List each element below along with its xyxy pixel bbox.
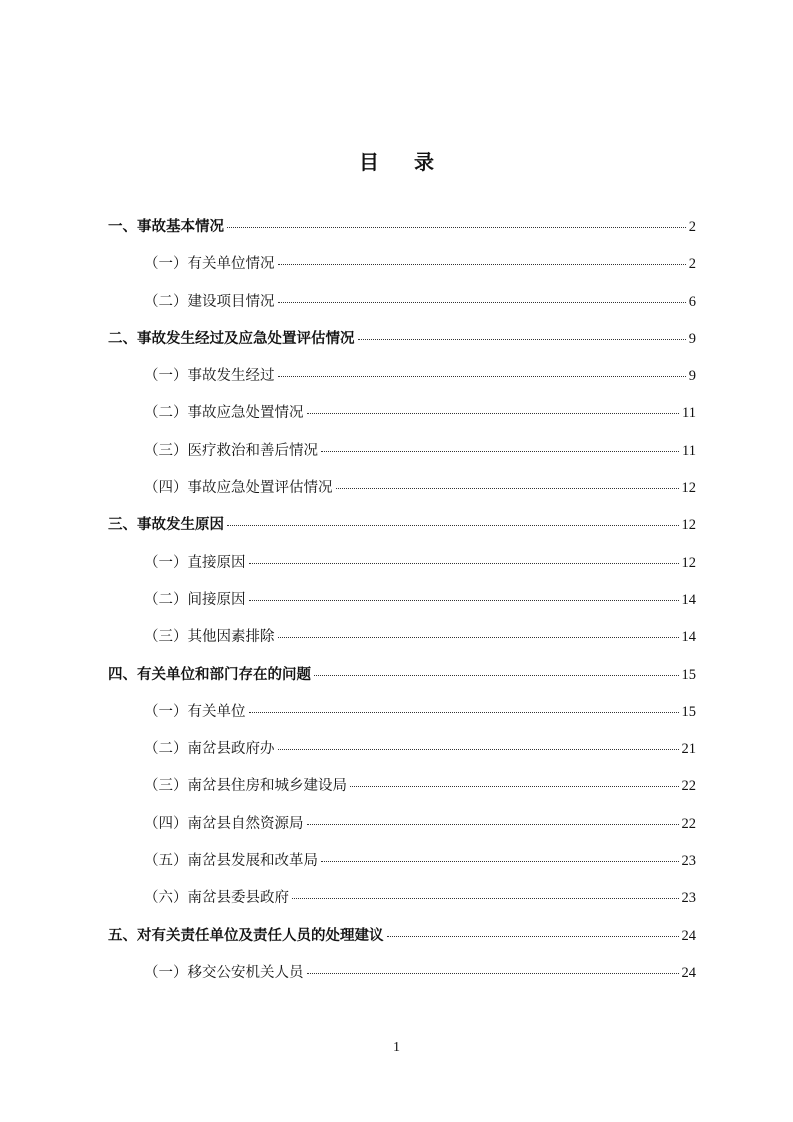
dot-leader [314,675,679,676]
dot-leader [387,936,679,937]
dot-leader [292,898,679,899]
toc-entry-page-number: 12 [681,517,696,534]
dot-leader [278,749,679,750]
toc-subsection-entry[interactable] [108,961,696,998]
dot-leader [307,413,680,414]
toc-entry-page-number: 21 [681,741,696,758]
toc-section-entry[interactable] [108,215,696,252]
toc-subsection-entry[interactable] [108,290,696,327]
toc-entry-page-number: 9 [688,330,696,347]
toc-entry-page-number: 6 [688,293,696,310]
toc-section-entry[interactable] [108,513,696,550]
toc-entry-title: （六）南岔县委县政府 [144,890,289,907]
toc-entry-title: （三）医疗救治和善后情况 [144,442,318,459]
toc-entry-page-number: 11 [682,442,696,459]
toc-entry-page-number: 15 [681,703,696,720]
dot-leader [358,339,686,340]
toc-subsection-entry[interactable] [108,700,696,737]
toc-entry-page-number: 22 [681,815,696,832]
toc-subsection-entry[interactable] [108,551,696,588]
dot-leader [278,376,686,377]
toc-subsection-entry[interactable] [108,774,696,811]
toc-entry-title: （二）事故应急处置情况 [144,405,304,422]
toc-entry-title: （五）南岔县发展和改革局 [144,853,318,870]
toc-entry-title: （三）南岔县住房和城乡建设局 [144,778,347,795]
toc-entry-title: （一）直接原因 [144,554,246,571]
dot-leader [278,302,686,303]
toc-entry-title: （二）建设项目情况 [144,293,275,310]
toc-subsection-entry[interactable] [108,401,696,438]
toc-entry-title: 二、事故发生经过及应急处置评估情况 [108,330,355,347]
toc-entry-page-number: 11 [682,405,696,422]
toc-entry-page-number: 14 [681,591,696,608]
toc-subsection-entry[interactable] [108,886,696,923]
toc-entry-title: 五、对有关责任单位及责任人员的处理建议 [108,927,384,944]
dot-leader [321,451,679,452]
toc-section-entry[interactable] [108,663,696,700]
toc-entry-title: （一）有关单位 [144,703,246,720]
toc-entry-page-number: 2 [688,219,696,235]
toc-entry-page-number: 9 [688,368,696,385]
toc-entry-title: 四、有关单位和部门存在的问题 [108,666,311,683]
table-of-contents [108,215,696,998]
toc-subsection-entry[interactable] [108,625,696,662]
toc-title: 目 录 [359,150,448,174]
dot-leader [249,712,679,713]
dot-leader [350,786,679,787]
toc-entry-title: （四）南岔县自然资源局 [144,815,304,832]
toc-entry-title: （一）移交公安机关人员 [144,964,304,981]
toc-entry-title: （二）南岔县政府办 [144,741,275,758]
toc-entry-title: 三、事故发生原因 [108,517,224,534]
dot-leader [227,227,686,228]
dot-leader [249,600,679,601]
toc-entry-page-number: 23 [681,853,696,870]
toc-subsection-entry[interactable] [108,737,696,774]
dot-leader [227,525,679,526]
toc-entry-page-number: 12 [681,480,696,497]
toc-entry-page-number: 14 [681,629,696,646]
toc-entry-title: （一）事故发生经过 [144,368,275,385]
page-number: 1 [393,1040,400,1055]
toc-section-entry[interactable] [108,924,696,961]
toc-entry-page-number: 22 [681,778,696,795]
toc-subsection-entry[interactable] [108,849,696,886]
toc-entry-page-number: 24 [681,964,696,981]
toc-entry-page-number: 24 [681,927,696,944]
toc-entry-page-number: 12 [681,554,696,571]
toc-entry-title: （二）间接原因 [144,591,246,608]
dot-leader [278,637,679,638]
toc-subsection-entry[interactable] [108,812,696,849]
toc-entry-page-number: 15 [681,666,696,683]
toc-entry-title: （一）有关单位情况 [144,256,275,273]
toc-entry-page-number: 23 [681,890,696,907]
toc-subsection-entry[interactable] [108,364,696,401]
toc-subsection-entry[interactable] [108,476,696,513]
dot-leader [307,973,679,974]
toc-entry-title: （三）其他因素排除 [144,629,275,646]
dot-leader [321,861,679,862]
toc-subsection-entry[interactable] [108,588,696,625]
toc-entry-title: 一、事故基本情况 [108,219,224,235]
dot-leader [307,824,679,825]
toc-entry-page-number: 2 [688,256,696,273]
toc-subsection-entry[interactable] [108,252,696,289]
toc-section-entry[interactable] [108,327,696,364]
toc-subsection-entry[interactable] [108,439,696,476]
toc-entry-title: （四）事故应急处置评估情况 [144,480,333,497]
dot-leader [336,488,679,489]
dot-leader [249,563,679,564]
dot-leader [278,264,686,265]
